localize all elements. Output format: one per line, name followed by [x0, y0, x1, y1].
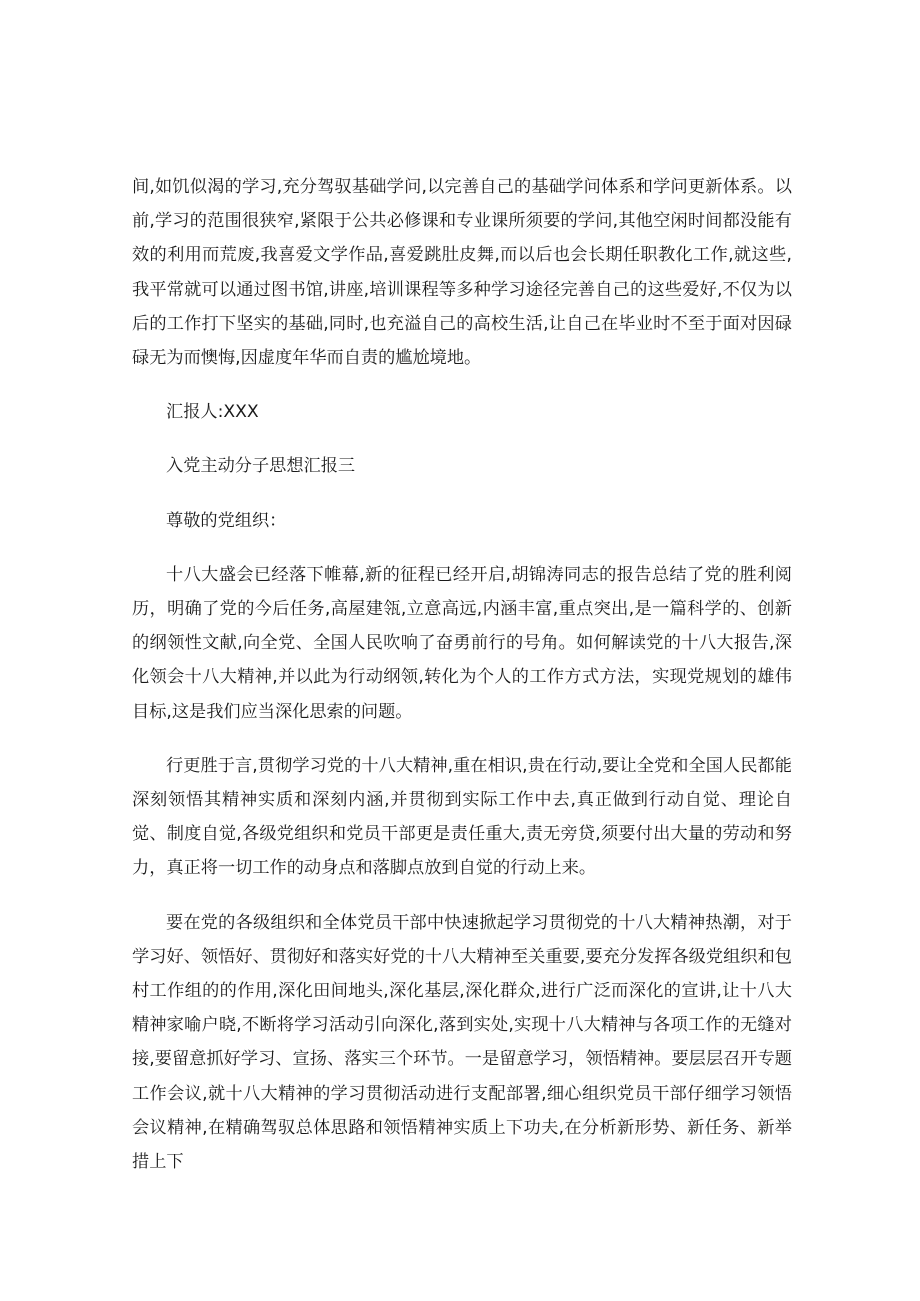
salutation: 尊敬的党组织：: [166, 510, 287, 531]
paragraph-body-2: 行更胜于言,贯彻学习党的十八大精神,重在相识,贵在行动,要让全党和全国人民都能深刻领悟其精神实质和深刻内涵,并贯彻到实际工作中去,真正做到行动自觉、理论自觉、制度自觉,各级党组织和党员干部更是责任重大,责无旁贷,须要付出大量的劳动和努力，真正将一切工作的动身点和落脚点放到自觉的行动上来。: [132, 755, 792, 879]
paragraph-body-1: 十八大盛会已经落下帷幕,新的征程已经开启,胡锦涛同志的报告总结了党的胜利阅历，明确了党的今后任务,高屋建瓴,立意高远,内涵丰富,重点突出,是一篇科学的、创新的纲领性文献,向全党、全国人民吹响了奋勇前行的号角。如何解读党的十八大报告,深化领会十八大精神,并以此为行动纲领,转化为个人的工作方式方法，实现党规划的雄伟目标,这是我们应当深化思索的问题。: [132, 564, 792, 722]
paragraph-continuation: 间,如饥似渴的学习,充分驾驭基础学问,以完善自己的基础学问体系和学问更新体系。以前,学习的范围很狭窄,紧限于公共必修课和专业课所须要的学问,其他空闲时间都没能有效的利用而荒废,我喜爱文学作品,喜爱跳肚皮舞,而以后也会长期任职教化工作,就这些,我平常就可以通过图书馆,讲座,培训课程等多种学习途径完善自己的这些爱好,不仅为以后的工作打下坚实的基础,同时,也充溢自己的高校生活,让自己在毕业时不至于面对因碌碌无为而懊悔,因虚度年华而自责的尴尬境地。: [132, 177, 792, 369]
paragraph-body-3: 要在党的各级组织和全体党员干部中快速掀起学习贯彻党的十八大精神热潮，对于学习好、领悟好、贯彻好和落实好党的十八大精神至关重要,要充分发挥各级党组织和包村工作组的的作用,深化田间地头,深化基层,深化群众,进行广泛而深化的宣讲,让十八大精神家喻户晓,不断将学习活动引向深化,落到实处,实现十八大精神与各项工作的无缝对接,要留意抓好学习、宣扬、落实三个环节。一是留意学习，领悟精神。要层层召开专题工作会议,就十八大精神的学习贯彻活动进行支配部署,细心组织党员干部仔细学习领悟会议精神,在精确驾驭总体思路和领悟精神实质上下功夫,在分析新形势、新任务、新举措上下: [132, 912, 792, 1173]
reporter-signature: 汇报人:XXX: [166, 402, 259, 423]
document-body: [132, 170, 792, 1179]
section-title: 入党主动分子思想汇报三: [166, 456, 356, 477]
